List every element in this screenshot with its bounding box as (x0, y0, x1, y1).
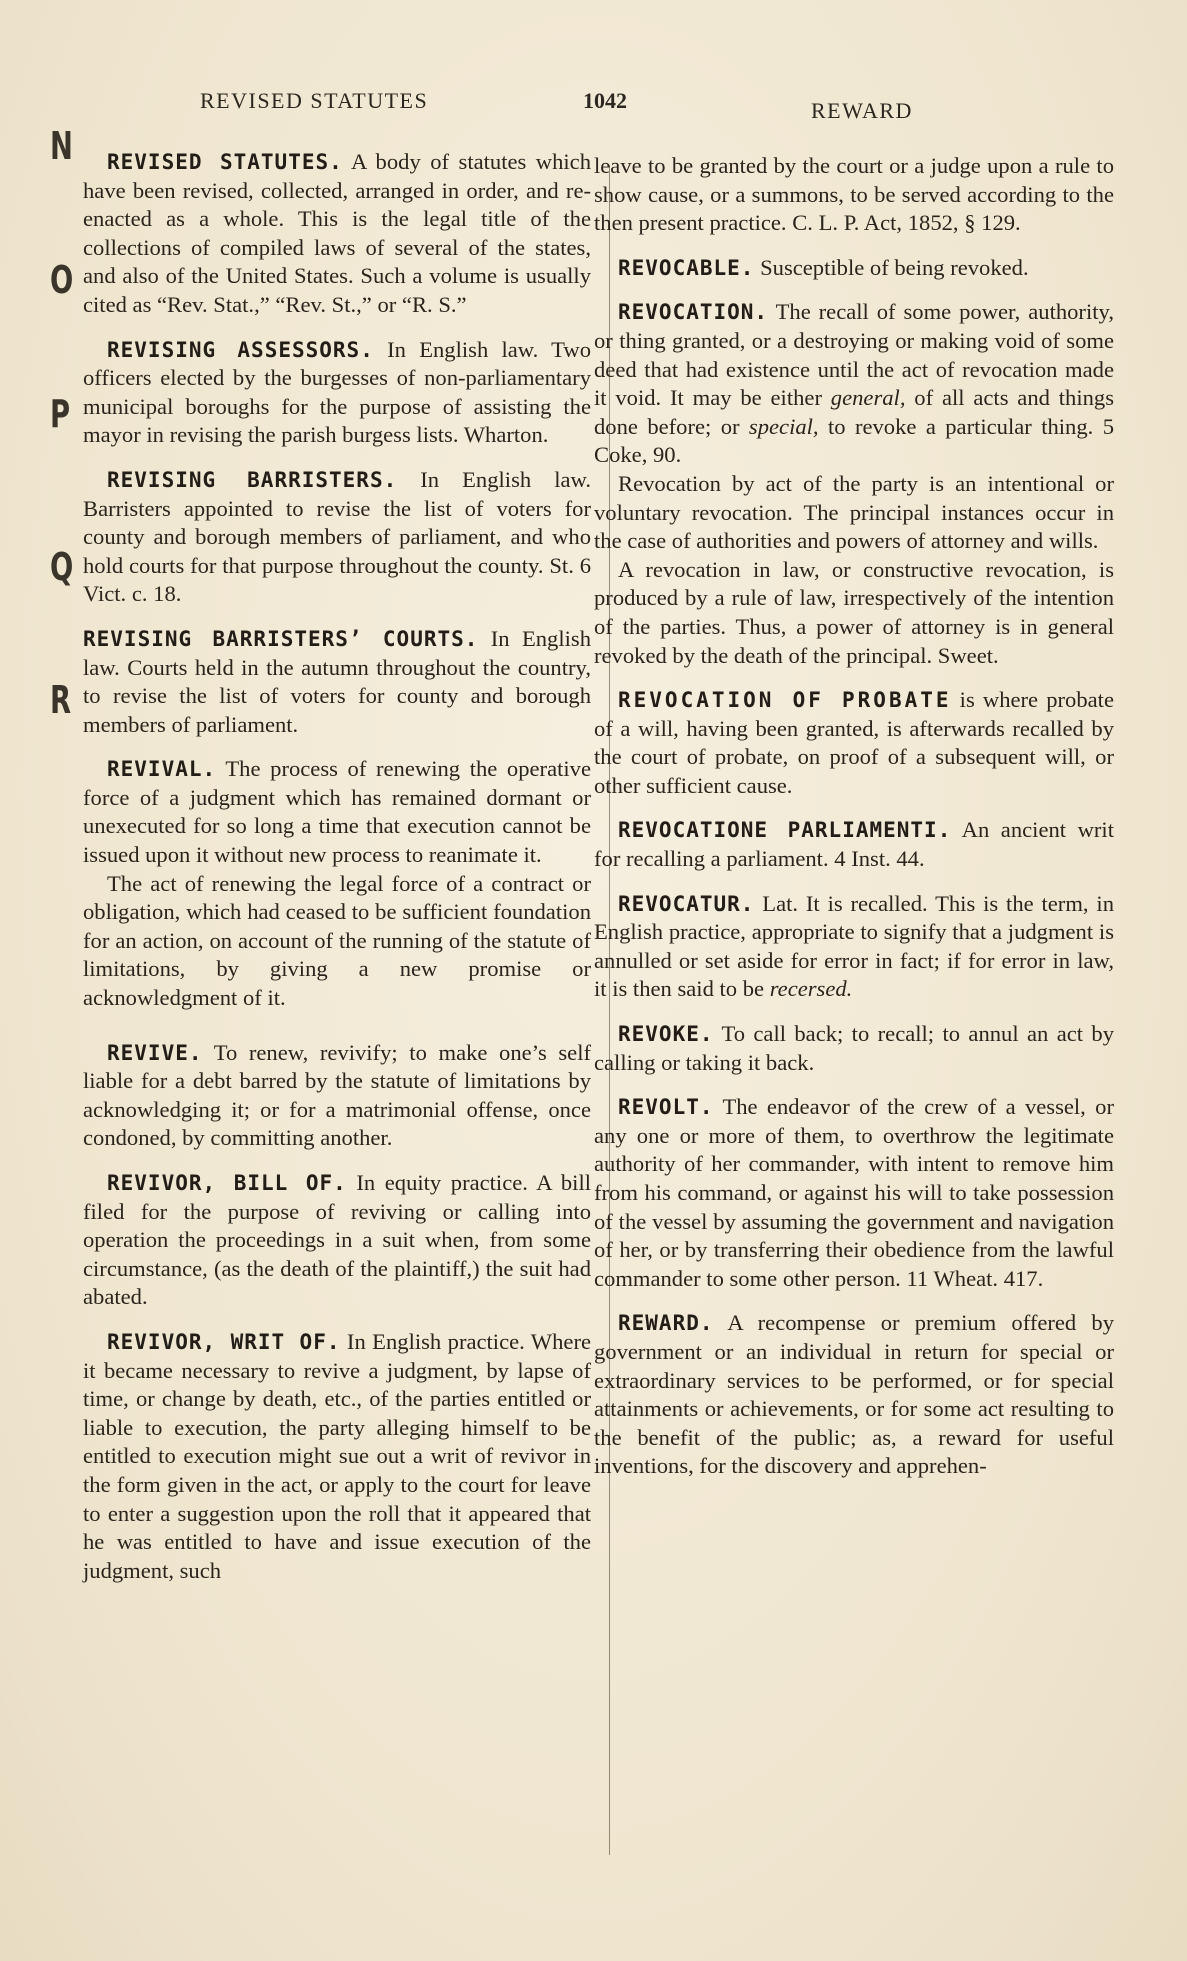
running-head-left: REVISED STATUTES (200, 88, 429, 113)
entry-revocation-of-probate (594, 686, 1114, 800)
entry-revival (83, 755, 591, 1012)
definition-text: In English practice. Where it became necessary to revive a judgment, by lapse of time, or change by death, etc., of the parties entitled or liable to execution, the party alleging himself to be entitled to execution might sue out a writ of revivor in the form given in the act, or apply to the court for leave to enter a suggestion upon the roll that it appeared that he was entitled to have and issue execution of the judgment, such (83, 1328, 591, 1583)
definition-text: A body of statutes which have been revised, collected, arranged in order, and re-enacted as a whole. This is the legal title of the collections of compiled laws of several of the states, and also of the United States. Such a volume is usually cited as “Rev. Stat.,” “Rev. St.,” or “R. S.” (83, 149, 591, 317)
headword: REVOCATION OF PROBATE (618, 688, 952, 713)
definition-paragraph: Revocation by act of the party is an intentional or voluntary revocation. The principal instances occur in the case of authorities and powers of attorney and wills. (594, 470, 1114, 554)
right-column (594, 152, 1114, 1497)
entry-revising-assessors (83, 336, 591, 450)
definition-text: To renew, revivify; to make one’s self liable for a debt barred by the statute of limitations by acknowledging it; or for a matrimonial offense, once condoned, by committing another. (83, 1039, 591, 1151)
definition-text: A recompense or premium offered by government or an individual in return for special or extraordinary services to be performed, or for special attainments or achievements, or for some act resulting to the benefit of the public; as, a reward for useful inventions, for the discovery and apprehen- (594, 1310, 1114, 1479)
definition-text: In equity practice. A bill filed for the purpose of reviving or calling into operation the proceedings in a suit when, from some circumstance, (as the death of the plaintiff,) the suit had abated. (83, 1170, 592, 1310)
entry-reward (594, 1309, 1114, 1481)
italic-term: special, (748, 413, 819, 439)
definition-text: The recall of some power, authority, or thing granted, or a destroying or making void of some deed that had existence until the act of revocation made it void. It may be either (594, 299, 1114, 411)
definition-text: of all acts and things done before; or (594, 385, 1114, 439)
definition-text: In English law. Courts held in the autumn throughout the country, to revise the list of voters for county and borough members of parliament. (83, 625, 591, 737)
entry-revising-barristers (83, 466, 591, 609)
headword: REVOCABLE. (618, 255, 755, 280)
entry-revocatione-parliamenti (594, 816, 1114, 873)
headword: REVIVE. (107, 1040, 203, 1065)
definition-text: The endeavor of the crew of a vessel, or any one or more of them, to overthrow the legitimate authority of her commander, with intent to remove him from his command, or against his will to take possession of the vessel by assuming the government and navigation of her, or by transferring their obedience from the lawful commander to some other person. 11 Wheat. 417. (594, 1094, 1114, 1291)
italic-term: recersed. (769, 976, 853, 1002)
entry-revocatur (594, 890, 1114, 1004)
headword: REVOCATIONE PARLIAMENTI. (618, 818, 952, 843)
page-number: 1042 (583, 88, 627, 113)
headword: REVOCATION. (618, 300, 769, 325)
definition-text: Susceptible of being revoked. (754, 254, 1029, 280)
entry-revive (83, 1039, 591, 1153)
thumb-index-o[interactable]: O (50, 258, 74, 302)
thumb-index-p[interactable]: P (50, 392, 71, 436)
headword: REWARD. (618, 1311, 714, 1336)
running-head-right: REWARD (811, 98, 913, 123)
headword: REVISING BARRISTERS’ COURTS. (83, 626, 479, 651)
definition-text: to revoke a particular thing. 5 Coke, 90. (594, 413, 1114, 468)
definition-text: In English law. Two officers elected by the burgesses of non-parliamentary municipal boroughs for the purpose of assisting the mayor in revising the parish burgess lists. Wharton. (83, 336, 592, 448)
italic-term: general, (830, 385, 906, 411)
definition-text: In English law. Barristers appointed to revise the list of voters for county and borough members of parliament, and who hold courts for that purpose throughout the county. St. 6 Vict. c. 18. (83, 466, 591, 607)
headword: REVOCATUR. (618, 891, 755, 916)
thumb-index-q[interactable]: Q (50, 545, 74, 589)
entry-revocable (594, 254, 1114, 283)
definition-paragraph: A revocation in law, or constructive revocation, is produced by a rule of law, irrespectively of the intention of the parties. Thus, a power of attorney is in general revoked by the death of the principal. Sweet. (594, 556, 1114, 668)
thumb-index-r[interactable]: R (50, 678, 72, 722)
definition-text: The process of renewing the operative force of a judgment which has remained dormant or unexecuted for so long a time that execution cannot be issued upon it without new process to reanimate it. (83, 756, 591, 868)
headword: REVIVOR, WRIT OF. (107, 1329, 341, 1354)
entry-revoke (594, 1020, 1114, 1077)
definition-text: An ancient writ for recalling a parliament. 4 Inst. 44. (594, 817, 1114, 872)
entry-revivor-writ-of (83, 1328, 591, 1585)
entry-revolt (594, 1093, 1114, 1293)
entry-continuation (594, 152, 1114, 238)
headword: REVIVAL. (107, 757, 217, 782)
entry-revised-statutes (83, 148, 591, 320)
headword: REVISING ASSESSORS. (107, 337, 374, 362)
headword: REVIVOR, BILL OF. (107, 1171, 347, 1195)
definition-text: To call back; to recall; to annul an act by calling or taking it back. (594, 1021, 1114, 1075)
headword: REVOKE. (618, 1022, 714, 1047)
thumb-index-n[interactable]: N (50, 124, 73, 168)
definition-paragraph: The act of renewing the legal force of a contract or obligation, which had ceased to be sufficient foundation for an action, on account of the running of the statute of limitations, by giving a new promise or acknowledgment of it. (83, 870, 591, 1011)
definition-text: Lat. It is recalled. This is the term, in English practice, appropriate to signify that a judgment is annulled or set aside for error in fact; if for error in law, it is then said to be (594, 890, 1114, 1002)
continued-text: leave to be granted by the court or a judge upon a rule to show cause, or a summons, to be served according to the then present practice. C. L. P. Act, 1852, § 129. (594, 153, 1114, 236)
entry-revivor-bill-of (83, 1169, 591, 1312)
headword: REVISED STATUTES. (107, 150, 343, 174)
entry-revocation (594, 298, 1114, 670)
entry-revising-barristers-courts (83, 625, 591, 739)
definition-text: is where probate of a will, having been granted, is afterwards recalled by the court of probate, on proof of a subsequent will, or other sufficient cause. (594, 687, 1114, 798)
headword: REVISING BARRISTERS. (107, 467, 398, 492)
headword: REVOLT. (618, 1095, 714, 1120)
left-column (83, 148, 591, 1601)
